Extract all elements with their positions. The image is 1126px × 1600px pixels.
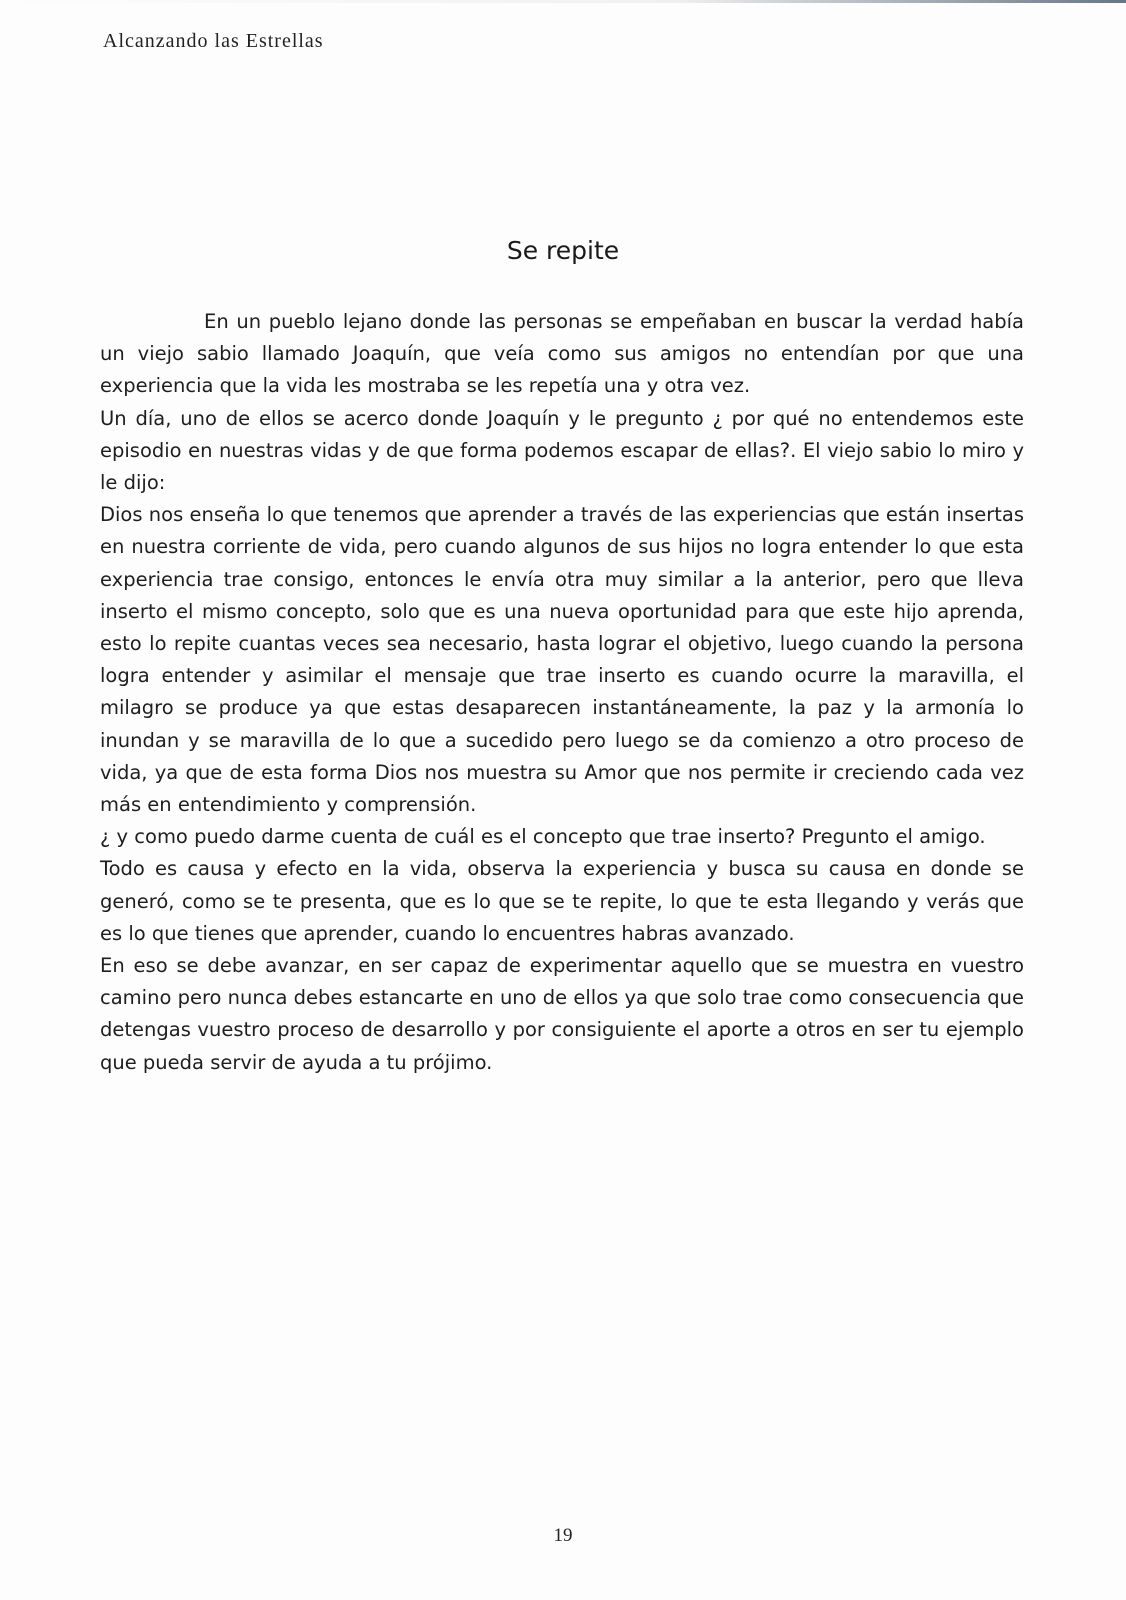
paragraph-2: Un día, uno de ellos se acerco donde Joaquín y le pregunto ¿ por qué no entendemos este episodio en nuestras vidas y de que forma podemos escapar de ellas?. El viejo sabio lo miro y le dijo:	[100, 406, 1024, 495]
paragraph-4: ¿ y como puedo darme cuenta de cuál es el concepto que trae inserto? Pregunto el amigo.	[100, 825, 986, 849]
paragraph-3: Dios nos enseña lo que tenemos que aprender a través de las experiencias que están insertas en nuestra corriente de vida, pero cuando algunos de sus hijos no logra entender lo que esta experiencia trae consigo, entonces le envía otra muy similar a la anterior, pero que lleva inserto el mismo concepto, solo que es una nueva oportunidad para que este hijo aprenda, esto lo repite cuantas veces sea necesario, hasta lograr el objetivo, luego cuando la persona logra entender y asimilar el mensaje que trae inserto es cuando ocurre la maravilla, el milagro se produce ya que estas desaparecen instantáneamente, la paz y la armonía lo inundan y se maravilla de lo que a sucedido pero luego se da comienzo a otro proceso de vida, ya que de esta forma Dios nos muestra su Amor que nos permite ir creciendo cada vez más en entendimiento y comprensión.	[100, 503, 1024, 817]
running-head: Alcanzando las Estrellas	[103, 30, 324, 52]
paragraph-6: En eso se debe avanzar, en ser capaz de experimentar aquello que se muestra en vuestro camino pero nunca debes estancarte en uno de ellos ya que solo trae como consecuencia que detengas vuestro proceso de desarrollo y por consiguiente el aporte a otros en ser tu ejemplo que pueda servir de ayuda a tu prójimo.	[100, 954, 1024, 1074]
page-number: 19	[553, 1525, 573, 1546]
scan-edge-shadow	[0, 0, 1126, 3]
paragraph-5: Todo es causa y efecto en la vida, observa la experiencia y busca su causa en donde se generó, como se te presenta, que es lo que se te repite, lo que te esta llegando y verás que es lo que tienes que aprender, cuando lo encuentres habras avanzado.	[100, 857, 1024, 945]
body-text	[100, 306, 1024, 1079]
page-title: Se repite	[506, 236, 620, 265]
paragraph-1: En un pueblo lejano donde las personas se empeñaban en buscar la verdad había un viejo sabio llamado Joaquín, que veía como sus amigos no entendían por que una experiencia que la vida les mostraba se les repetía una y otra vez.	[100, 310, 1024, 398]
